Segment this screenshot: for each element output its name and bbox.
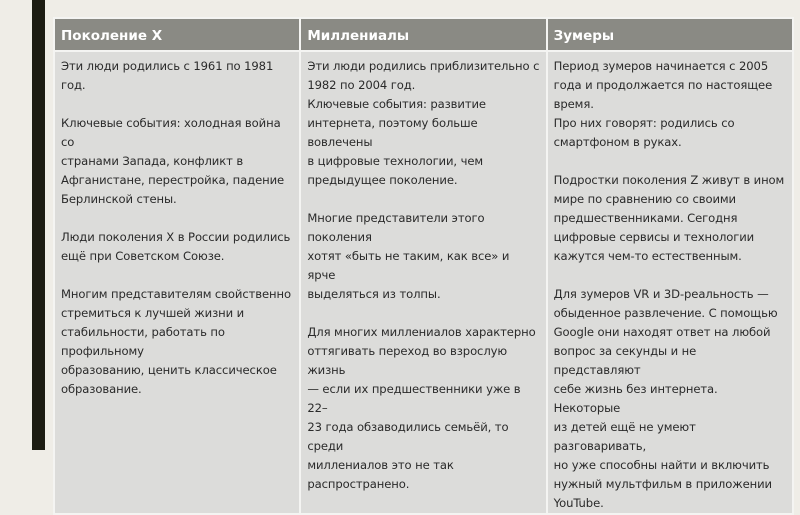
header-generation-x: Поколение X bbox=[54, 18, 300, 51]
header-millennials: Миллениалы bbox=[300, 18, 546, 51]
cell-millennials: Эти люди родились приблизительно с 1982 по 2004 год. Ключевые события: развитие интернета, поэтому больше вовлечены в цифровые технологии, чем предыдущее поколение. Многие представители этого поколения хотят «быть не таким, как все» и ярче выделяться из толпы. Для многих миллениалов характерно оттягивать переход во взрослую жизнь — если их предшественники уже в 22– 23 года обзаводились семьёй, то среди миллениалов это не так распространено. bbox=[300, 51, 546, 514]
header-zoomers: Зумеры bbox=[547, 18, 793, 51]
header-row bbox=[54, 18, 793, 51]
table-row bbox=[54, 51, 793, 514]
generations-table bbox=[53, 17, 794, 515]
cell-zoomers: Период зумеров начинается с 2005 года и продолжается по настоящее время. Про них говорят: родились со смартфоном в руках. Подростки поколения Z живут в ином мире по сравнению со своими предшественниками. Сегодня цифровые сервисы и технологии кажутся чем-то естественным. Для зумеров VR и 3D-реальность — обыденное развлечение. С помощью Google они находят ответ на любой вопрос за секунды и не представляют себе жизнь без интернета. Некоторые из детей ещё не умеют разговаривать, но уже способны найти и включить нужный мультфильм в приложении YouTube. bbox=[547, 51, 793, 514]
cell-generation-x: Эти люди родились с 1961 по 1981 год. Ключевые события: холодная война со странами Запада, конфликт в Афганистане, перестройка, падение Берлинской стены. Люди поколения X в России родились ещё при Советском Союзе. Многим представителям свойственно стремиться к лучшей жизни и стабильности, работать по профильному образованию, ценить классическое образование. bbox=[54, 51, 300, 514]
slide-accent-bar bbox=[32, 0, 45, 450]
